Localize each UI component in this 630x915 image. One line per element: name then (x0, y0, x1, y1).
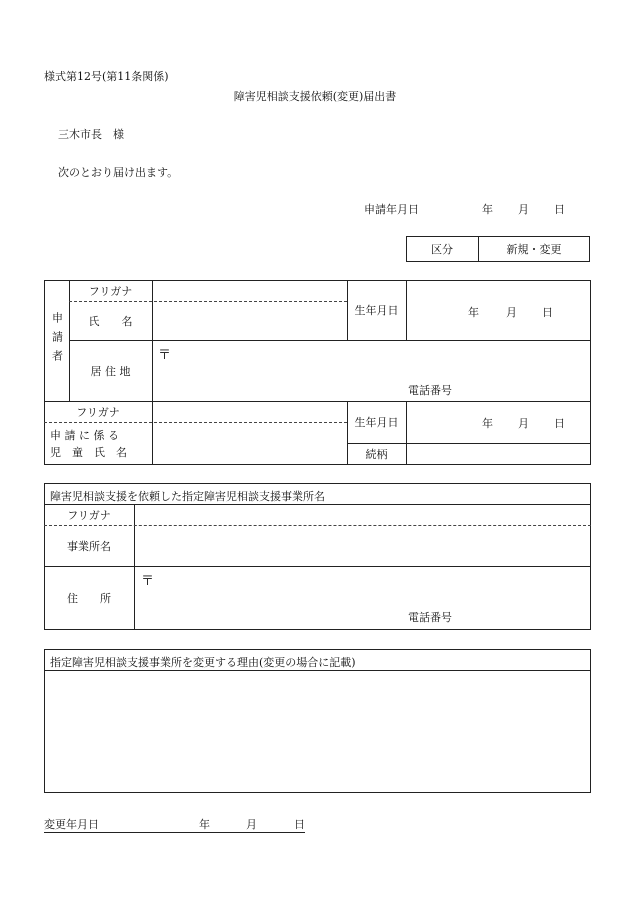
office-header: 障害児相談支援を依頼した指定障害児相談支援事業所名 (50, 490, 325, 503)
child-name-field[interactable] (153, 423, 346, 464)
reason-field[interactable] (45, 671, 590, 792)
application-date-label: 申請年月日 (364, 203, 419, 216)
application-date-month: 月 (518, 203, 529, 216)
office-furigana-field[interactable] (135, 505, 590, 524)
application-date-year: 年 (482, 203, 493, 216)
postal-code-mark: 〒 (158, 348, 172, 363)
child-name-label-line1: 申 請 に 係 る (50, 429, 119, 442)
child-birth-month: 月 (518, 417, 529, 430)
child-birthdate-label: 生年月日 (354, 416, 399, 429)
category-label: 区分 (431, 243, 453, 256)
applicant-phone-label: 電話番号 (408, 384, 452, 397)
applicant-birth-day: 日 (542, 306, 553, 319)
applicant-address-field[interactable] (170, 342, 588, 398)
change-date-day: 日 (294, 818, 305, 831)
office-postal-code-mark: 〒 (141, 574, 155, 589)
child-name-label-line2: 児 童 氏 名 (50, 446, 127, 459)
change-date-year: 年 (199, 818, 210, 831)
office-name-label: 事業所名 (67, 539, 111, 553)
applicant-furigana-field[interactable] (153, 281, 346, 300)
applicant-birth-month: 月 (506, 306, 517, 319)
child-relation-field[interactable] (407, 444, 590, 464)
addressee: 三木市長 様 (58, 128, 124, 141)
child-birth-day: 日 (554, 417, 565, 430)
office-name-field[interactable] (135, 526, 590, 565)
office-address-field[interactable] (155, 568, 588, 626)
office-address-label: 住 所 (67, 592, 111, 605)
category-value[interactable]: 新規・変更 (506, 243, 562, 256)
applicant-address-label: 居 住 地 (90, 364, 131, 378)
form-number-label: 様式第12号(第11条関係) (44, 70, 169, 83)
page-title: 障害児相談支援依頼(変更)届出書 (233, 90, 397, 103)
office-phone-label: 電話番号 (408, 611, 452, 624)
applicant-birth-year: 年 (468, 306, 479, 319)
intro-text: 次のとおり届け出ます。 (58, 166, 179, 179)
change-date-label: 変更年月日 (44, 818, 99, 831)
office-furigana-label: フリガナ (67, 508, 111, 522)
applicant-name-field[interactable] (153, 302, 346, 339)
change-date-month: 月 (246, 818, 257, 831)
child-birth-year: 年 (482, 417, 493, 430)
applicant-group-label: 申請者 (50, 312, 64, 369)
child-relation-label: 続柄 (365, 448, 388, 461)
application-date-day: 日 (554, 203, 565, 216)
reason-header: 指定障害児相談支援事業所を変更する理由(変更の場合に記載) (50, 656, 356, 669)
child-furigana-field[interactable] (153, 402, 346, 421)
child-furigana-label: フリガナ (76, 405, 120, 419)
applicant-name-label: 氏 名 (88, 314, 133, 328)
applicant-furigana-label: フリガナ (88, 284, 133, 298)
applicant-birthdate-label: 生年月日 (354, 304, 399, 317)
